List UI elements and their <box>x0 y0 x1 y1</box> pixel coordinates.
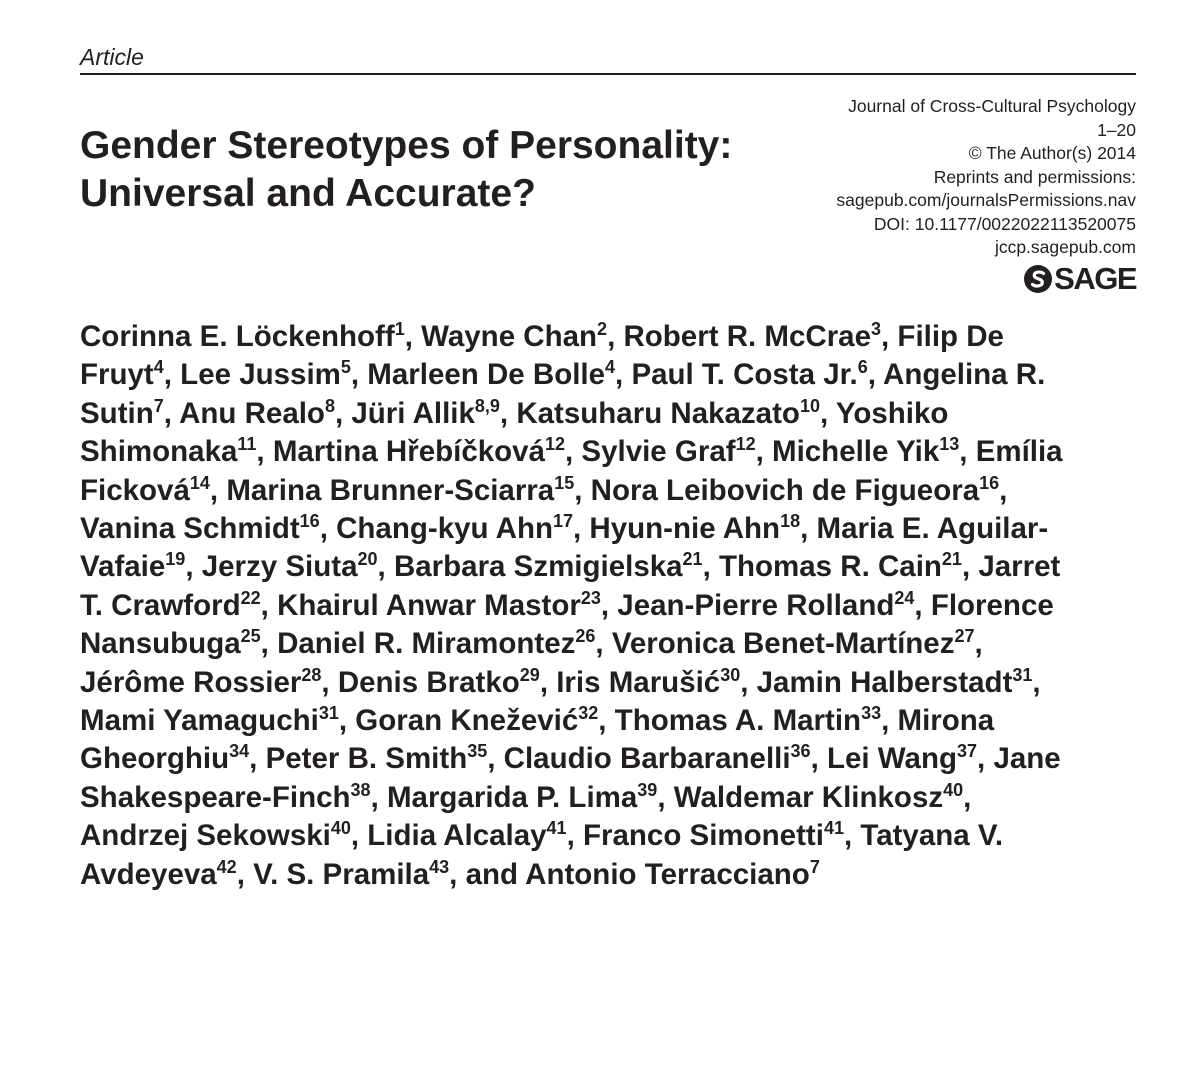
author-name: Katsuharu Nakazato <box>516 396 800 430</box>
author-entry <box>394 550 703 583</box>
author-name: Waldemar Klinkosz <box>673 780 944 814</box>
copyright: © The Author(s) 2014 <box>968 143 1136 163</box>
author-entry <box>525 858 820 891</box>
journal-meta <box>716 95 1136 260</box>
author-name: Andrzej Sekowski <box>80 819 331 853</box>
author-name: Maria E. Aguilar-Vafaie <box>80 512 1049 584</box>
author-name: Goran Knežević <box>355 704 579 738</box>
author-name: Wayne Chan <box>421 320 598 353</box>
author-name: Jüri Allik <box>351 396 475 430</box>
author-name: Vanina Schmidt <box>80 512 300 546</box>
author-affiliation-marker: 40 <box>330 818 351 839</box>
author-affiliation-marker: 12 <box>544 434 566 455</box>
reprints-label: Reprints and permissions: <box>933 166 1136 187</box>
author-name: Lei Wang <box>826 742 957 776</box>
author-affiliation-marker: 21 <box>682 549 703 570</box>
author-entry <box>615 704 881 737</box>
author-name: Sylvie Graf <box>581 435 736 469</box>
author-name: Florence Nansubuga <box>80 588 1054 661</box>
article-type-label: Article <box>80 44 144 70</box>
author-affiliation-marker: 10 <box>799 395 820 416</box>
author-affiliation-marker: 36 <box>790 741 811 762</box>
author-name: Antonio Terracciano <box>525 857 810 891</box>
author-entry <box>827 742 977 775</box>
author-affiliation-marker: 39 <box>637 779 658 800</box>
author-entry <box>581 435 755 468</box>
author-name: Barbara Szmigielska <box>393 550 683 584</box>
author-entry <box>80 704 339 737</box>
author-name: Yoshiko Shimonaka <box>80 396 949 469</box>
author-affiliation-marker: 43 <box>429 856 450 877</box>
author-name: Peter B. Smith <box>265 742 468 776</box>
author-affiliation-marker: 33 <box>861 703 882 724</box>
author-affiliation-marker: 21 <box>941 549 962 570</box>
author-name: Emília Ficková <box>80 435 1063 507</box>
author-affiliation-marker: 3 <box>871 319 882 339</box>
author-name: Robert R. McCrae <box>623 320 871 353</box>
author-name: Jean-Pierre Rolland <box>617 588 895 622</box>
author-entry <box>623 320 881 353</box>
author-affiliation-marker: 41 <box>546 818 567 839</box>
author-entry <box>617 589 914 622</box>
author-name: Chang-kyu Ahn <box>336 512 553 546</box>
sage-wordmark: SAGE <box>1054 261 1136 296</box>
author-name: Mirona Gheorghiu <box>80 704 995 776</box>
title-line-1: Gender Stereotypes of Personality: <box>80 124 733 167</box>
journal-site-link[interactable]: jccp.sagepub.com <box>994 237 1136 257</box>
author-entry <box>387 781 657 814</box>
author-entry <box>179 397 335 430</box>
author-name: Franco Simonetti <box>582 819 824 853</box>
header-rule <box>80 73 1136 75</box>
author-affiliation-marker: 31 <box>1012 664 1033 685</box>
author-affiliation-marker: 42 <box>216 856 237 877</box>
author-entry <box>421 320 607 353</box>
author-name: V. S. Pramila <box>253 857 430 891</box>
author-entry <box>631 358 867 391</box>
author-name: Marina Brunner-Sciarra <box>226 473 555 507</box>
author-name: Jane Shakespeare-Finch <box>80 742 1061 814</box>
author-entry <box>772 435 959 468</box>
author-name: Michelle Yik <box>772 435 940 469</box>
author-entry <box>226 474 574 507</box>
author-name: Angelina R. Sutin <box>80 358 1046 430</box>
author-entry <box>612 627 975 660</box>
sage-emblem-icon <box>1023 264 1053 294</box>
author-name: Margarida P. Lima <box>386 780 638 814</box>
page-range: 1–20 <box>1097 119 1136 140</box>
author-name: Corinna E. Löckenhoff <box>80 320 395 353</box>
author-entry <box>273 435 565 468</box>
author-list: Corinna E. Löckenhoff$^1$, Wayne Chan$^2$, Robert R. McCrae$^3$, Filip De Fruyt$^4$, Lee Jussim$^5$, Marleen De Bolle$^4$, Paul T. Costa Jr.$^6$, Angelina R. Sutin$^7$, Anu Realo$^8$, Jüri Allik$^{8,9}$, Katsuharu Nakazato$^{10}$, Yoshiko Shimonaka$^{11}$, Martina Hřebíčková$^{12}$, Sylvie Graf$^{12}$, Michelle Yik$^{13}$, Emília Ficková$^{14}$, Marina Brunner-Sciarra$^{15}$, Nora Leibovich de Figueora$^{16}$, Vanina Schmidt$^{16}$, Chang-kyu Ahn$^{17}$, Hyun-nie Ahn$^{18}$, Maria E. Aguilar-Vafaie$^{19}$, Jerzy Siuta$^{20}$, Barbara Szmigielska$^{21}$, Thomas R. Cain$^{21}$, Jarret T. Crawford$^{22}$, Khairul Anwar Mastor$^{23}$, Jean-Pierre Rolland$^{24}$, Florence Nansubuga$^{25}$, Daniel R. Miramontez$^{26}$, Veronica Benet-Martínez$^{27}$, Jérôme Rossier$^{28}$, Denis Bratko$^{29}$, Iris Marušić$^{30}$, Jamin Halberstadt$^{31}$, Mami Yamaguchi$^{31}$, Goran Knežević$^{32}$, Thomas A. Martin$^{33}$, Mirona Gheorghiu$^{34}$, Peter B. Smith$^{35}$, Claudio Barbaranelli$^{36}$, Lei Wang$^{37}$, Jane Shakespeare-Finch$^{38}$, Margarida P. Lima$^{39}$, Waldemar Klinkosz$^{40}$, Andrzej Sekowski$^{40}$, Lidia Alcalay$^{41}$, Franco Simonetti$^{41}$, Tatyana V. Avdeyeva$^{42}$, V. S. Pramila$^{43}$, and Antonio Terracciano$^7$ <box>80 319 1063 891</box>
author-entry <box>556 666 740 699</box>
author-entry <box>80 819 351 852</box>
author-entry <box>338 666 540 699</box>
author-affiliation-marker: 16 <box>299 511 320 532</box>
author-affiliation-marker: 38 <box>350 779 371 800</box>
author-affiliation-marker: 22 <box>240 587 261 608</box>
author-affiliation-marker: 6 <box>857 357 868 378</box>
author-name: Filip De Fruyt <box>80 320 1004 392</box>
author-affiliation-marker: 20 <box>357 549 378 570</box>
author-affiliation-marker: 25 <box>240 626 261 647</box>
author-affiliation-marker: 13 <box>939 434 960 455</box>
author-entry <box>202 550 378 583</box>
author-name: Jérôme Rossier <box>80 665 302 699</box>
author-affiliation-marker: 19 <box>165 549 186 570</box>
author-affiliation-marker: 16 <box>979 472 1000 493</box>
author-affiliation-marker: 31 <box>318 703 339 724</box>
author-name: Lee Jussim <box>180 358 341 392</box>
author-name: Khairul Anwar Mastor <box>277 588 581 622</box>
author-entry <box>355 704 598 737</box>
author-name: Marleen De Bolle <box>367 358 606 392</box>
author-entry <box>80 320 405 353</box>
author-affiliation-marker: 7 <box>809 856 820 877</box>
author-affiliation-marker: 24 <box>894 587 915 608</box>
author-entry <box>367 819 566 852</box>
author-affiliation-marker: 35 <box>467 741 488 762</box>
author-entry <box>367 358 615 391</box>
author-affiliation-marker: 5 <box>340 357 351 378</box>
author-affiliation-marker: 26 <box>575 626 596 647</box>
author-affiliation-marker: 17 <box>552 511 574 532</box>
author-affiliation-marker: 8 <box>324 395 335 416</box>
author-entry <box>277 627 595 660</box>
author-name: Paul T. Costa Jr. <box>631 358 858 392</box>
author-name: Daniel R. Miramontez <box>277 627 576 661</box>
author-entry <box>757 666 1033 699</box>
author-affiliation-marker: 23 <box>580 587 601 608</box>
author-affiliation-marker: 28 <box>301 664 322 685</box>
author-affiliation-marker: 29 <box>519 664 540 685</box>
author-entry <box>516 397 820 430</box>
author-entry <box>504 742 811 775</box>
author-name: Nora Leibovich de Figueora <box>590 473 980 507</box>
author-entry <box>674 781 963 814</box>
author-affiliation-marker: 2 <box>597 319 608 339</box>
author-name: Iris Marušić <box>556 665 721 699</box>
author-entry <box>80 512 320 545</box>
author-entry <box>266 742 488 775</box>
author-affiliation-marker: 34 <box>229 741 250 762</box>
author-affiliation-marker: 12 <box>735 434 756 455</box>
permissions-link[interactable]: sagepub.com/journalsPermissions.nav <box>836 190 1136 210</box>
author-name: Anu Realo <box>179 396 325 430</box>
title-line-2: Universal and Accurate? <box>80 172 536 215</box>
author-affiliation-marker: 37 <box>957 741 978 762</box>
author-affiliation-marker: 41 <box>823 818 844 839</box>
doi[interactable]: DOI: 10.1177/0022022113520075 <box>873 213 1136 234</box>
author-affiliation-marker: 18 <box>780 511 801 532</box>
author-name: Veronica Benet-Martínez <box>611 627 955 661</box>
author-entry <box>351 397 500 430</box>
author-affiliation-marker: 4 <box>605 357 616 378</box>
author-affiliation-marker: 15 <box>554 472 575 493</box>
author-affiliation-marker: 8,9 <box>474 395 500 416</box>
author-entry <box>277 589 601 622</box>
author-name: Jamin Halberstadt <box>756 665 1013 699</box>
author-name: Hyun-nie Ahn <box>589 512 781 546</box>
author-name: Thomas A. Martin <box>614 704 862 738</box>
sage-logo <box>1023 263 1136 295</box>
author-entry <box>180 358 351 391</box>
author-name: Claudio Barbaranelli <box>503 742 791 776</box>
author-entry <box>589 512 800 545</box>
author-affiliation-marker: 27 <box>954 626 975 647</box>
author-entry <box>253 858 449 891</box>
author-affiliation-marker: 14 <box>189 472 210 493</box>
author-name: Lidia Alcalay <box>367 819 547 853</box>
author-affiliation-marker: 30 <box>720 664 741 685</box>
author-name: Thomas R. Cain <box>718 550 942 584</box>
author-entry <box>583 819 844 852</box>
author-entry <box>719 550 962 583</box>
author-affiliation-marker: 1 <box>394 319 405 339</box>
author-affiliation-marker: 7 <box>153 395 164 416</box>
author-name: Martina Hřebíčková <box>272 435 545 469</box>
author-name: Jerzy Siuta <box>201 550 358 584</box>
author-name: Tatyana V. Avdeyeva <box>80 819 1004 891</box>
author-entry <box>80 666 321 699</box>
author-name: Jarret T. Crawford <box>80 550 1061 622</box>
author-name: Mami Yamaguchi <box>80 704 319 738</box>
author-affiliation-marker: 40 <box>943 779 964 800</box>
journal-name: Journal of Cross-Cultural Psychology <box>848 96 1136 116</box>
author-affiliation-marker: 11 <box>237 434 257 455</box>
author-affiliation-marker: 4 <box>153 357 164 378</box>
author-affiliation-marker: 32 <box>578 703 599 724</box>
author-name: Denis Bratko <box>337 665 520 699</box>
author-entry <box>591 474 1000 507</box>
author-entry <box>336 512 573 545</box>
